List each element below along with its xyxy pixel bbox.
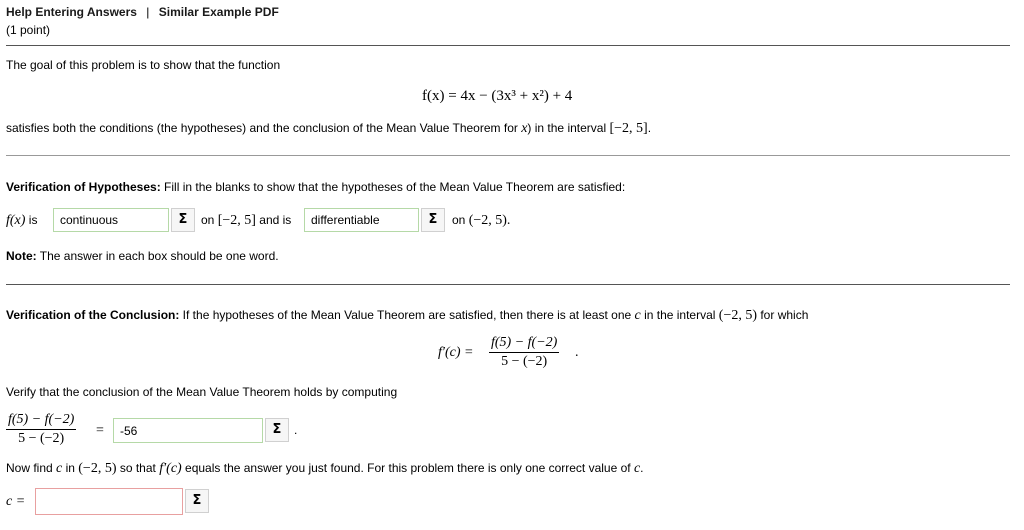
and-is-text: and is — [259, 213, 292, 227]
similar-example-pdf-link[interactable]: Similar Example PDF — [158, 5, 279, 19]
find-text-b: in — [62, 461, 79, 475]
conclusion-heading-line — [6, 308, 808, 324]
on-text: on — [201, 213, 215, 227]
header-links — [6, 5, 279, 19]
hypotheses-heading: Verification of Hypotheses: — [6, 180, 161, 194]
find-text-d: equals the answer you just found. For this problem there is only one correct value of — [181, 461, 634, 475]
conclusion-text-c: for which — [757, 308, 809, 322]
answer-differentiable-input[interactable] — [304, 208, 419, 232]
equation-editor-button[interactable]: Σ — [171, 208, 195, 232]
is-text: is — [25, 213, 38, 227]
conclusion-text-a: If the hypotheses of the Mean Value Theorem are satisfied, then there is at least one — [179, 308, 635, 322]
fraction-numerator: f(5) − f(−2) — [489, 335, 559, 353]
header-separator: | — [146, 5, 150, 19]
period: . — [640, 461, 644, 475]
on-open-interval-text — [452, 213, 510, 229]
note-text: The answer in each box should be one word. — [36, 249, 279, 263]
var-c: c — [634, 308, 641, 323]
note-line — [6, 249, 279, 263]
equals-sign: = — [96, 423, 104, 438]
period: . — [575, 345, 579, 360]
points-label: (1 point) — [6, 23, 51, 37]
interval-open: (−2, 5) — [78, 461, 117, 476]
interval-closed: [−2, 5] — [217, 213, 256, 228]
fx-label: f(x) — [6, 213, 26, 228]
on-text: on — [452, 213, 466, 227]
satisfies-text-b: ) in the interval — [527, 121, 610, 135]
note-label: Note: — [6, 249, 37, 263]
c-equals-label: c = — [6, 494, 26, 509]
fprime-c: f′(c) — [159, 461, 182, 476]
satisfies-text-a: satisfies both the conditions (the hypotheses) and the conclusion of the Mean Value Theorem for — [6, 121, 522, 135]
var-c: c — [633, 461, 641, 476]
answer-slope-input[interactable] — [113, 418, 263, 443]
period: . — [647, 121, 652, 135]
interval-closed: [−2, 5] — [609, 121, 648, 136]
hypotheses-heading-line — [6, 180, 625, 194]
answer-continuous-input[interactable] — [53, 208, 169, 232]
verify-text: Verify that the conclusion of the Mean Value Theorem holds by computing — [6, 385, 398, 399]
answer-c-input[interactable] — [35, 488, 183, 515]
fprime-c-label: f′(c) = — [438, 345, 474, 360]
fraction-numerator: f(5) − f(−2) — [6, 412, 76, 430]
equation-editor-button[interactable]: Σ — [421, 208, 445, 232]
function-display: f(x) = 4x − (3x³ + x²) + 4 — [422, 88, 573, 104]
find-text-c: so that — [116, 461, 160, 475]
divider — [6, 155, 1010, 156]
find-c-text — [6, 461, 644, 477]
equation-editor-button[interactable]: Σ — [185, 489, 209, 513]
fraction-denominator: 5 − (−2) — [18, 431, 65, 446]
help-entering-answers-link[interactable]: Help Entering Answers — [6, 5, 137, 19]
interval-open: (−2, 5). — [468, 213, 511, 228]
hypotheses-instruction: Fill in the blanks to show that the hypotheses of the Mean Value Theorem are satisfied: — [160, 180, 626, 194]
equation-editor-button[interactable]: Σ — [265, 418, 289, 442]
find-text-a: Now find — [6, 461, 57, 475]
mvt-fraction — [489, 335, 559, 370]
conclusion-heading: Verification of the Conclusion: — [6, 308, 180, 322]
fx-is-label — [6, 213, 37, 229]
conclusion-text-b: in the interval — [640, 308, 719, 322]
divider — [6, 284, 1010, 285]
interval-open: (−2, 5) — [718, 308, 758, 323]
on-interval-text — [201, 213, 291, 229]
goal-text: The goal of this problem is to show that the function — [6, 58, 281, 72]
var-c: c — [56, 461, 63, 476]
divider — [6, 45, 1010, 46]
var-x: x — [521, 121, 528, 136]
compute-fraction — [6, 412, 76, 447]
satisfies-text — [6, 121, 651, 137]
period: . — [294, 423, 298, 437]
fraction-denominator: 5 − (−2) — [501, 354, 548, 369]
